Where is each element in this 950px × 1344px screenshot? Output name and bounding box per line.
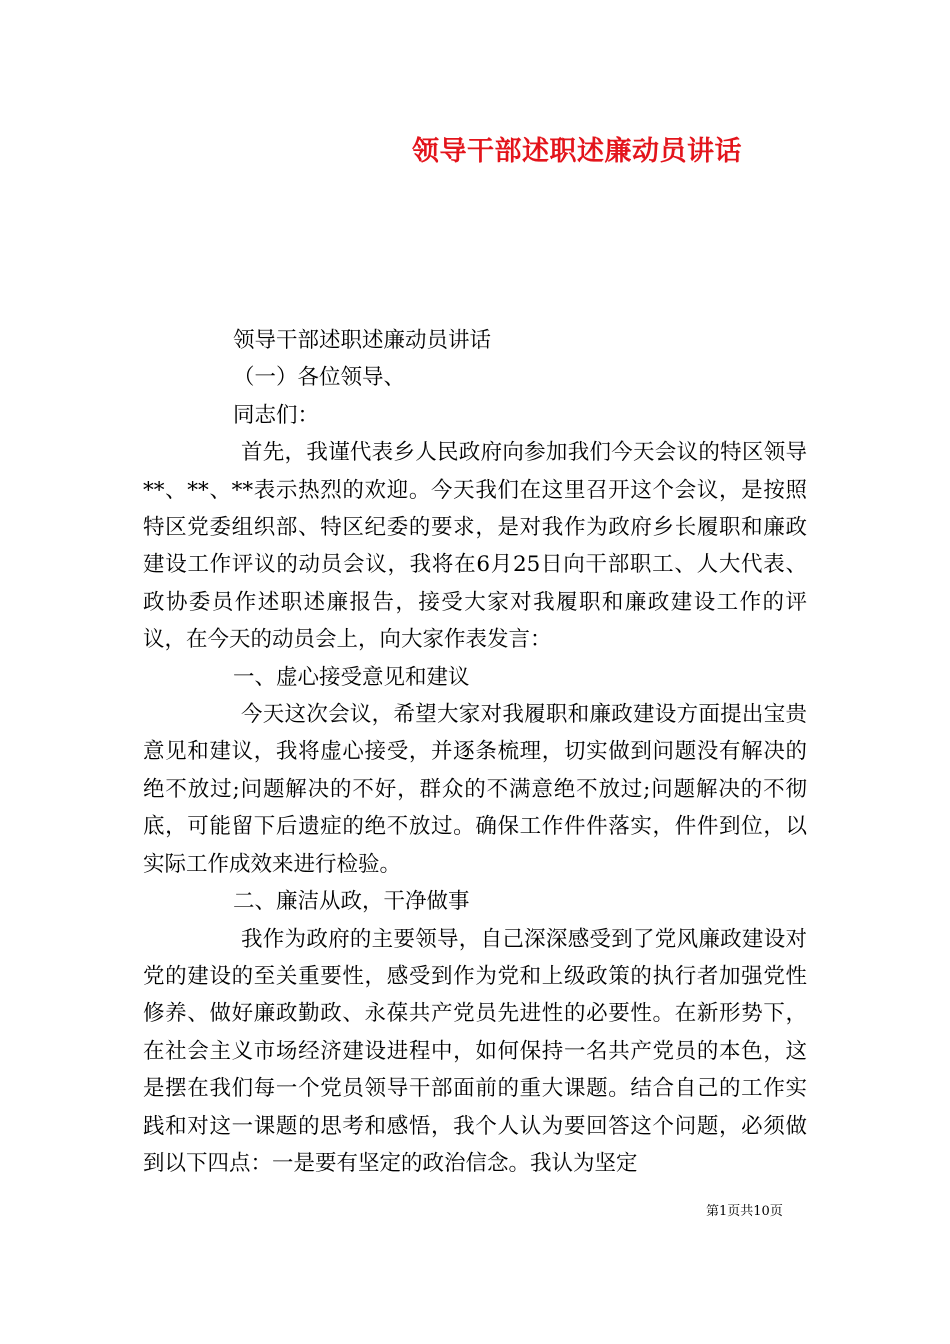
salutation-comrades: 同志们：	[233, 402, 320, 428]
document-title: 领导干部述职述廉动员讲话	[412, 136, 742, 167]
body-paragraph: 今天这次会议，希望大家对我履职和廉政建设方面提出宝贵意见和建议，我将虚心接受，并逐条梳理，切实做到问题没有解决的绝不放过;问题解决的不好，群众的不满意绝不放过;问题解决的不彻底，可能留下后遗症的绝不放过。确保工作件件落实，件件到位，以实际工作成效来进行检验。	[143, 702, 807, 877]
document-body	[143, 322, 807, 1182]
section-heading-1: 一、虚心接受意见和建议	[233, 664, 470, 690]
body-paragraph: 首先，我谨代表乡人民政府向参加我们今天会议的特区领导**、**、**表示热烈的欢迎。今天我们在这里召开这个会议，是按照特区党委组织部、特区纪委的要求，是对我作为政府乡长履职和廉政建设工作评议的动员会议，我将在6月25日向干部职工、人大代表、政协委员作述职述廉报告，接受大家对我履职和廉政建设工作的评议，在今天的动员会上，向大家作表发言：	[143, 440, 807, 653]
body-paragraph: 我作为政府的主要领导，自己深深感受到了党风廉政建设对党的建设的至关重要性，感受到作为党和上级政策的执行者加强党性修养、做好廉政勤政、永葆共产党员先进性的必要性。在新形势下，在社会主义市场经济建设进程中，如何保持一名共产党员的本色，这是摆在我们每一个党员领导干部面前的重大课题。结合自己的工作实践和对这一课题的思考和感悟，我个人认为要回答这个问题，必须做到以下四点：一是要有坚定的政治信念。我认为坚定	[143, 926, 807, 1176]
speech-heading: 领导干部述职述廉动员讲话	[233, 328, 492, 353]
salutation-leaders: （一）各位领导、	[233, 365, 406, 391]
section-heading-2: 二、廉洁从政，干净做事	[233, 889, 470, 915]
page-number: 第1页共10页	[706, 1204, 783, 1219]
